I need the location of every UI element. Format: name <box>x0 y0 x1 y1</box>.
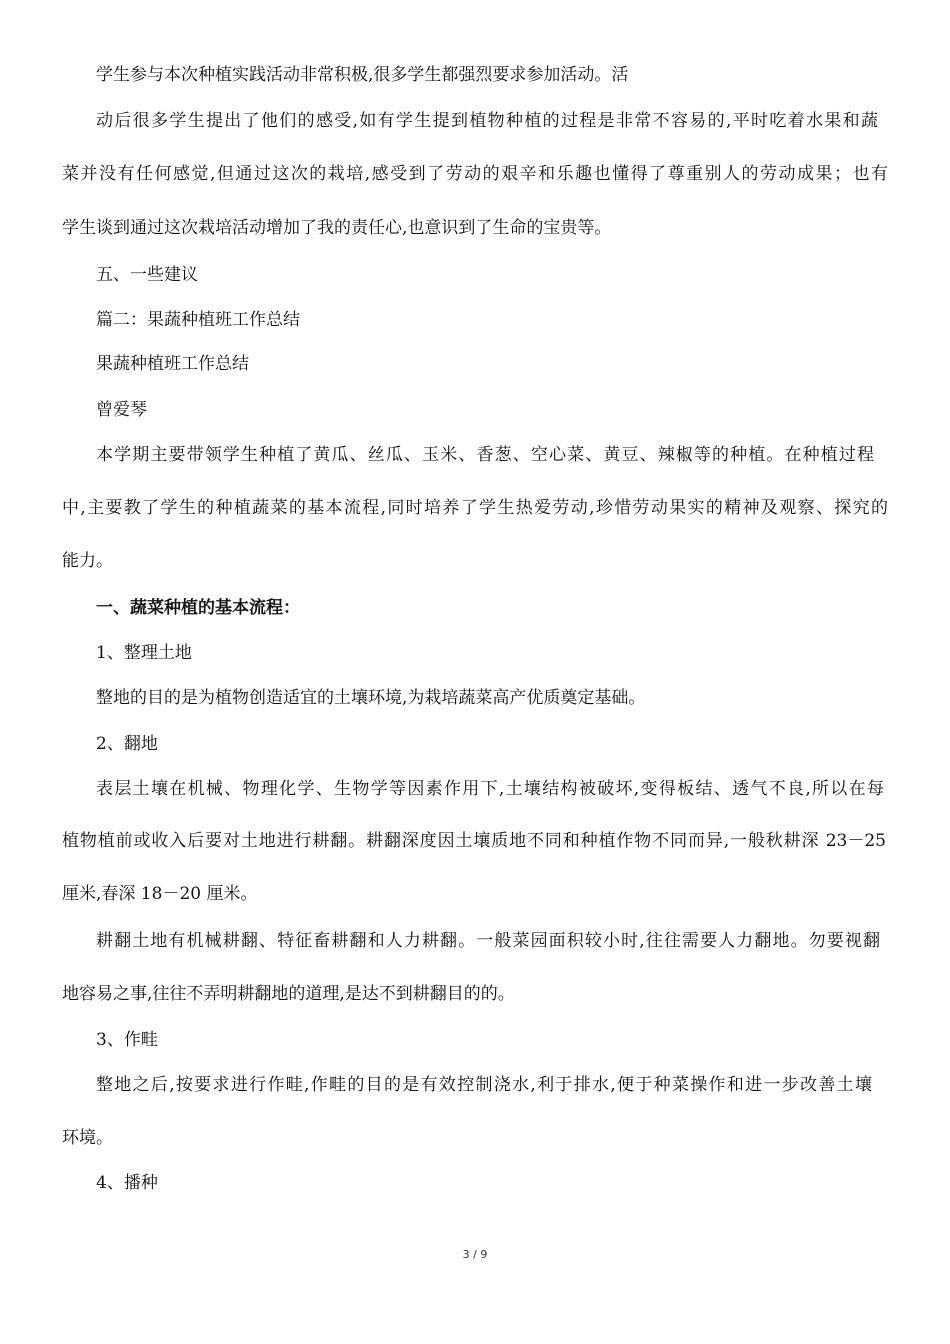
author-name: 曾爱琴 <box>96 400 147 420</box>
paragraph-line: 地容易之事,往往不弄明耕翻地的道理,是达不到耕翻目的的。 <box>62 984 515 1004</box>
paragraph-line: 动后很多学生提出了他们的感受,如有学生提到植物种植的过程是非常不容易的,平时吃着水果和蔬 <box>96 111 878 131</box>
paragraph-line: 厘米,春深 18－20 厘米。 <box>62 884 258 904</box>
paragraph-line: 学生谈到通过这次栽培活动增加了我的责任心,也意识到了生命的宝贵等。 <box>62 218 612 238</box>
step-heading: 1、整理土地 <box>96 643 192 663</box>
paragraph-line: 环境。 <box>62 1128 113 1148</box>
paragraph-line: 耕翻土地有机械耕翻、特征畜耕翻和人力耕翻。一般菜园面积较小时,往往需要人力翻地。勿要视翻 <box>96 931 880 951</box>
page-number: 3 / 9 <box>462 1248 488 1261</box>
section-heading: 五、一些建议 <box>96 265 198 285</box>
paragraph-line: 植物植前或收入后要对土地进行耕翻。耕翻深度因土壤质地不同和种植作物不同而异,一般秋耕深 23－25 <box>62 831 886 851</box>
paragraph-line: 表层土壤在机械、物理化学、生物学等因素作用下,土壤结构被破坏,变得板结、透气不良,所以在每 <box>96 779 884 799</box>
paragraph-line: 中,主要教了学生的种植蔬菜的基本流程,同时培养了学生热爱劳动,珍惜劳动果实的精神及观察、探究的 <box>62 498 888 518</box>
article-title: 果蔬种植班工作总结 <box>96 354 249 374</box>
paragraph-line: 学生参与本次种植实践活动非常积极,很多学生都强烈要求参加活动。活 <box>96 65 629 85</box>
step-heading: 3、作畦 <box>96 1030 158 1050</box>
step-heading: 4、播种 <box>96 1173 158 1193</box>
paragraph-line: 整地之后,按要求进行作畦,作畦的目的是有效控制浇水,利于排水,便于种菜操作和进一步改善土壤 <box>96 1075 872 1095</box>
paragraph-line: 菜并没有任何感觉,但通过这次的栽培,感受到了劳动的艰辛和乐趣也懂得了尊重别人的劳动成果；也有 <box>62 164 888 184</box>
paragraph-line: 整地的目的是为植物创造适宜的土壤环境,为栽培蔬菜高产优质奠定基础。 <box>96 688 646 708</box>
step-heading: 2、翻地 <box>96 734 158 754</box>
article-heading: 篇二：果蔬种植班工作总结 <box>96 310 300 330</box>
paragraph-line: 能力。 <box>62 551 113 571</box>
section-heading-bold: 一、蔬菜种植的基本流程： <box>96 598 300 618</box>
paragraph-line: 本学期主要带领学生种植了黄瓜、丝瓜、玉米、香葱、空心菜、黄豆、辣椒等的种植。在种植过程 <box>96 445 874 465</box>
